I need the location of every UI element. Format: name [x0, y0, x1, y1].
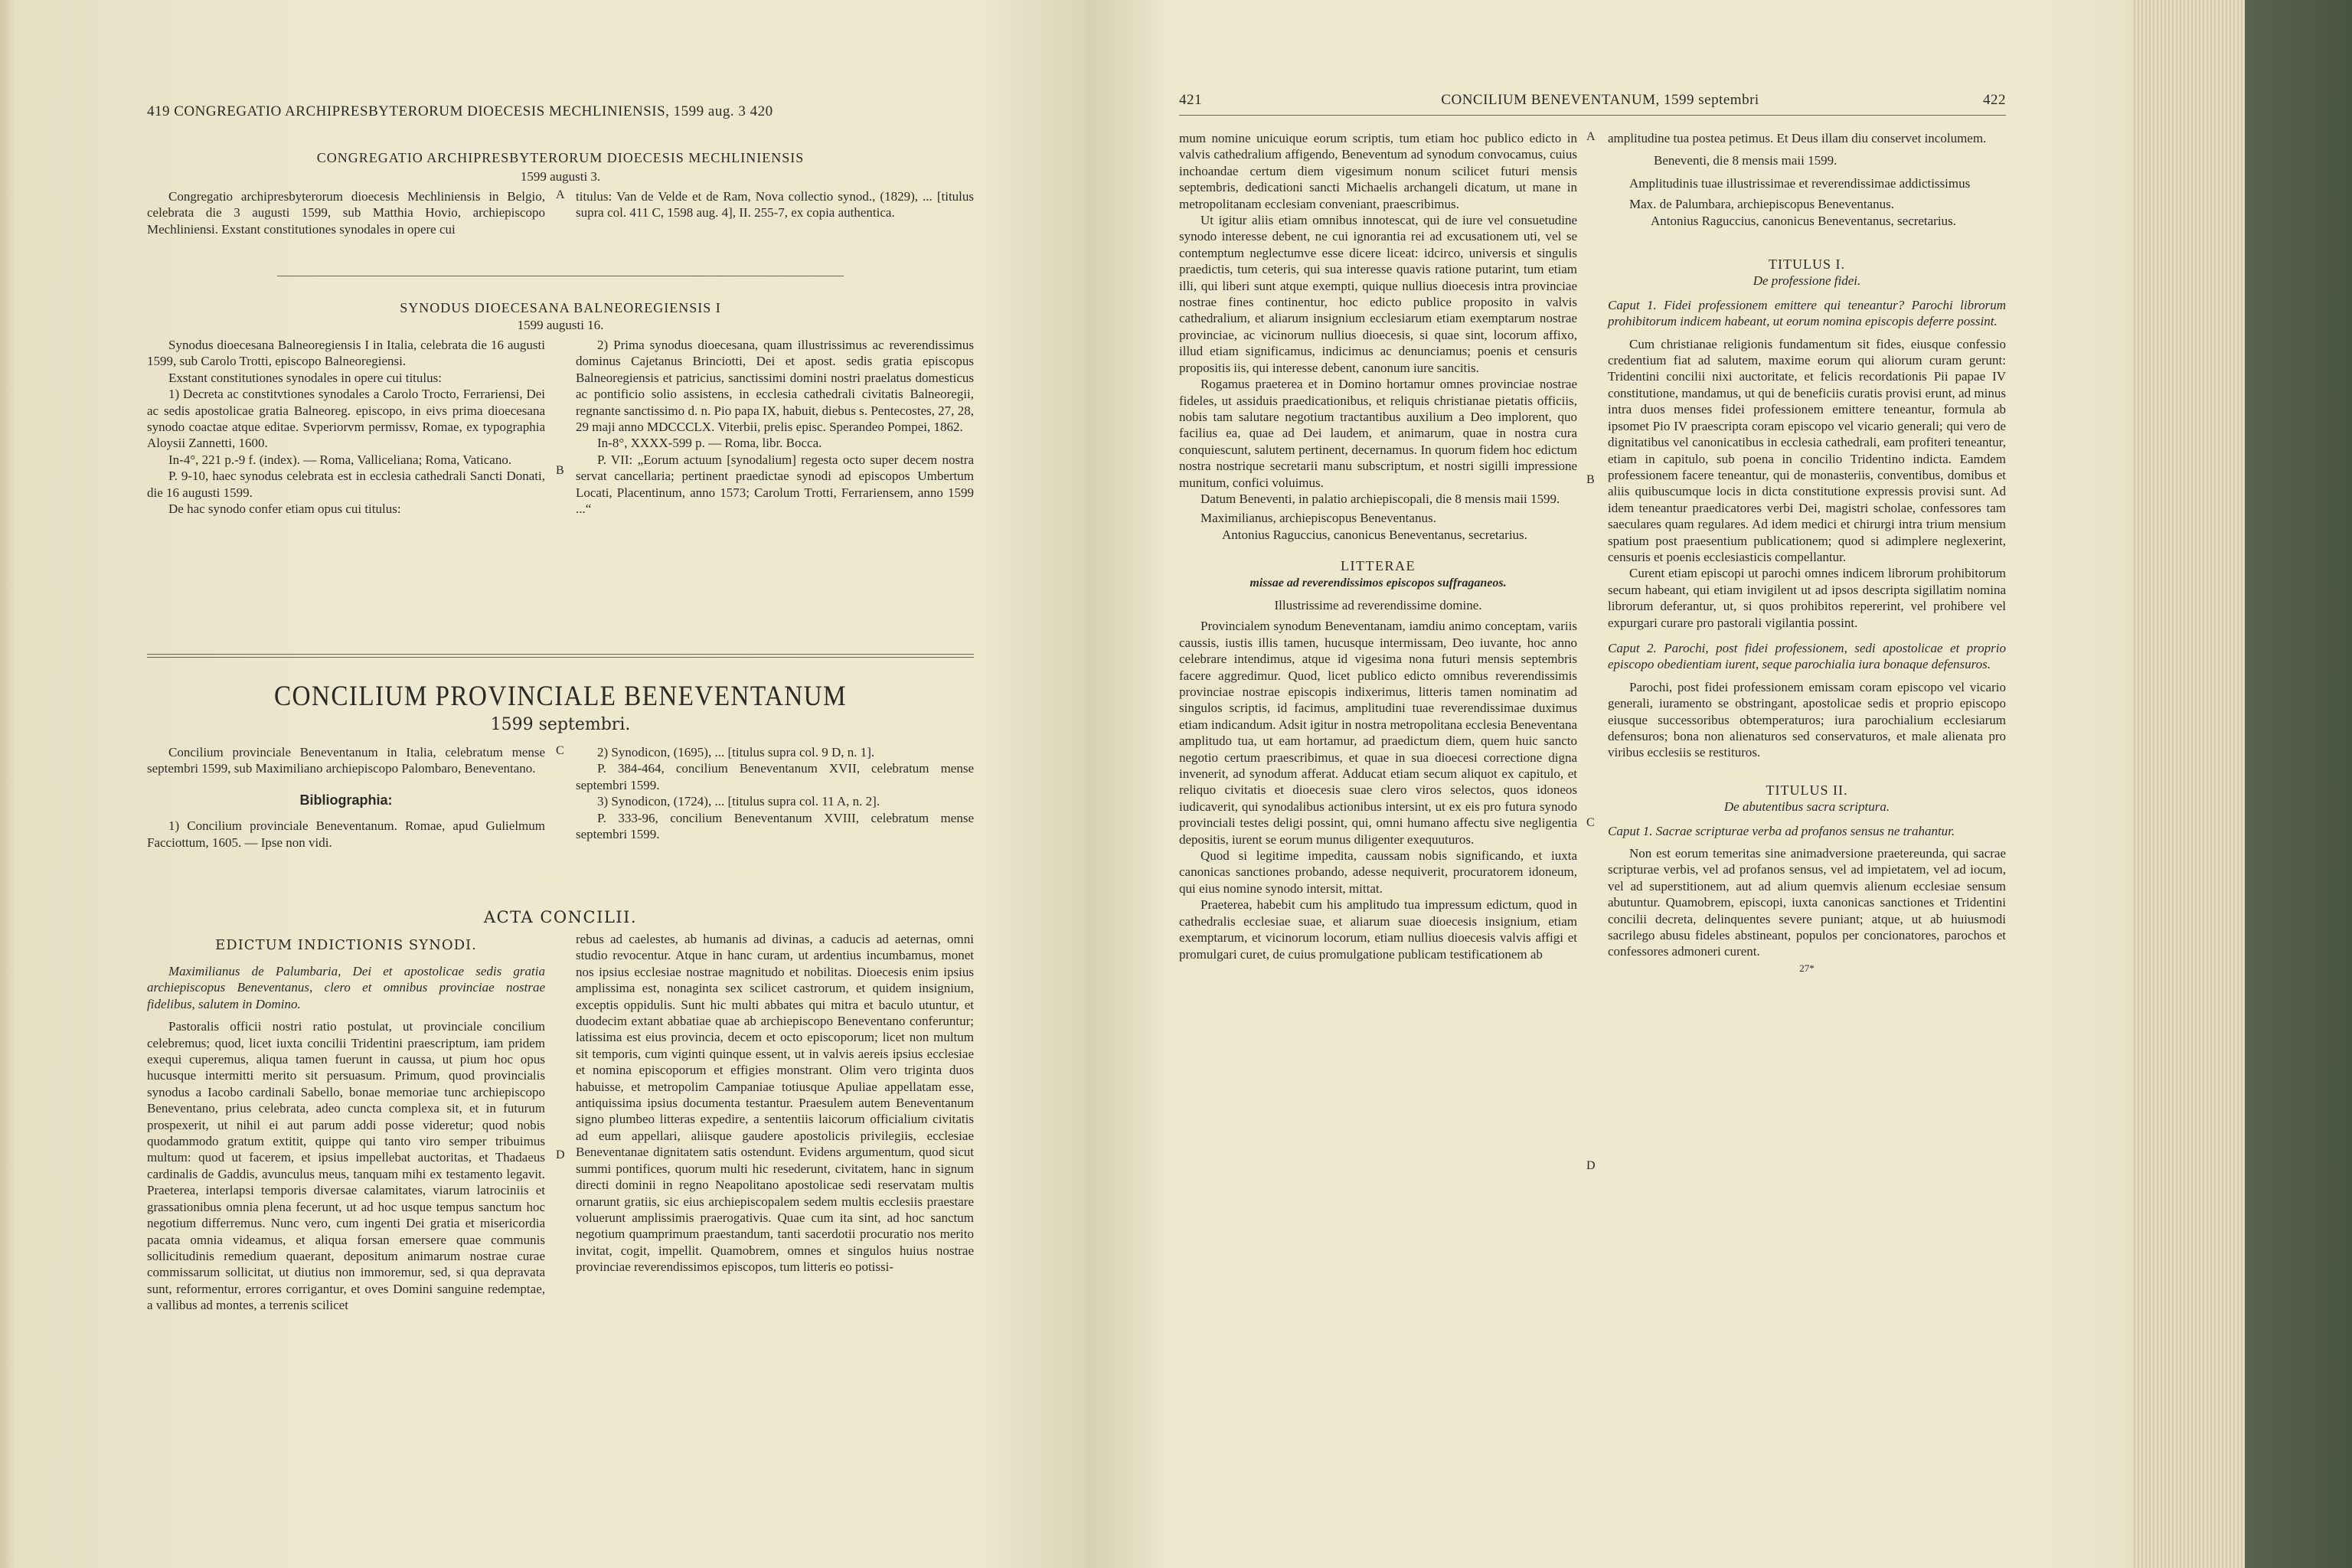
signature-secretary: Antonius Raguccius, canonicus Beneventanus, secretarius.	[1222, 527, 1527, 542]
synodus-title: SYNODUS DIOECESANA BALNEOREGIENSIS I	[400, 300, 721, 315]
header-rule	[1179, 115, 2006, 116]
titulus-2-heading: TITULUS II.	[1766, 782, 1848, 798]
margin-letter-b: B	[556, 464, 564, 477]
edictum-title: EDICTUM INDICTIONIS SYNODI.	[215, 937, 477, 953]
right-page	[1087, 0, 2132, 1568]
letter-date: Beneventi, die 8 mensis maii 1599.	[1654, 153, 1838, 168]
edictum-col2: rebus ad caelestes, ab humanis ad divinas, a caducis ad aeternas, omni studio revocentur. Atque in hanc curam, ut ardentius incumbamus, monet nos ipsius ecclesiae nostrae magnitudo et nobilitas. Dioecesis enim ipsius amplissima est, nonaginta sex scilicet castrorum, et quidem insignium, exceptis oppidulis. Sunt hic multi abbates qui mitra et baculo utuntur, et duodecim extant abbatiae quae ab archiepiscopo Beneventano conferuntur; latissima est eius provincia, decem et octo episcoporum; licet non multum sit temporis, cum viginti quinque essent, ut in valvis aereis ipsius ecclesiae et nomina episcoporum et effigies monstrant. Olim vero triginta duos habuisse, et metropolim Campaniae totiusque Apuliae appellatam esse, antiquissima ipsius documenta testantur. Praesulem autem Beneventanum signo plumbeo litteras expedire, a sententiis laicorum officialium civitatis ad eum appellari, aliisque gaudere apostolicis privilegiis, ecclesiae Beneventanae dignitatem satis ostendunt. Evidens argumentum, quod sicut summi pontifices, quorum multi hic resederunt, civitatem, hanc in signum directi dominii in regno Neapolitano apostolicae sedi reservatam multis ornarunt gratiis, sic eius archiepiscopalem sedem multis ecclesiis praestare voluerunt amplissimis praerogativis. Quae cum ita sint, ad hoc sanctum negotium quamprimum praestandum, tanti sacerdotii procuratio nos merito invitat, cogit, impellit. Quamobrem, omnes et singulos huius nostrae provinciae reverendissimos episcopos, tum litteris eo potissi-	[576, 932, 974, 1275]
synodus-col1: Synodus dioecesana Balneoregiensis I in Italia, celebrata die 16 augusti 1599, sub Carolo Trotti, episcopo Balneoregiensi. Exstant constitutiones synodales in opere cui titulus: 1) Decreta ac constitvtiones synodales a Carolo Trocto, Ferrariensi, Dei ac sedis apostolicae gratia Balneoreg. episcopo, in eivs prima dioecesana synodo coactae atque editae. Svperiorvm permissv, Romae, ex typographia Aloysii Zannetti, 1600. In-4°, 221 p.-9 f. (index). — Roma, Valliceliana; Roma, Vaticano. P. 9-10, haec synodus celebrata est in ecclesia cathedrali Sancti Donati, die 16 augusti 1599. De hac synodo confer etiam opus cui titulus:	[147, 338, 545, 517]
titulus-1-subtitle: De professione fidei.	[1753, 273, 1861, 289]
running-header: 419 CONGREGATIO ARCHIPRESBYTERORUM DIOECESIS MECHLINIENSIS, 1599 aug. 3 420	[147, 103, 773, 119]
concilium-title: CONCILIUM PROVINCIALE BENEVENTANUM	[273, 681, 848, 712]
signature-raguccius: Antonius Raguccius, canonicus Beneventanus, secretarius.	[1651, 213, 1956, 228]
congregatio-col1: Congregatio archipresbyterorum dioecesis Mechliniensis in Belgio, celebrata die 3 augusti 1599, sub Matthia Hovio, archiepiscopo Mechliniensi. Exstant constitutiones synodales in opere cui	[147, 189, 545, 237]
litterae-title: LITTERAE	[1341, 558, 1416, 574]
right-col1: mum nomine unicuique eorum scriptis, tum etiam hoc publico edicto in valvis cathedralium affigendo, Beneventum ad synodum convocamus, cuius inchoandae certum diem vigesimum nonum scilicet futuri mensis septembris, dedicationi sancti Michaelis archangeli dicatum, ut mane in metropolitanam ecclesiam conveniant, praescribimus. Ut igitur aliis etiam omnibus innotescat, qui de iure vel consuetudine synodo interesse debent, ne cui ignorantia rei ad excusationem uti, vel se contemptum neglectumve esse dicere liceat: idcirco, universis et singulis praedictis, tum ceteris, qui sua interesse quavis ratione putarint, tum etiam illi, qui liberi sunt atque exempti, quique nullius dioecesis intra provinciae nostrae fines continentur, hoc edicto publice proposito in valvis cathedralium, et aliarum insignium ecclesiarum etiam exemptarum nostrae provinciae, ac vicinorum nullius dioecesis, si quae sint, locorum affixo, illud etiam significamus, indicimus ac denunciamus; poenis et censuris propositis iis, qui interesse debent, canonum iure sancitis. Rogamus praeterea et in Domino hortamur omnes provinciae nostrae fideles, ut assiduis praedicationibus, et reliquis christianae pietatis officiis, nobis tam salutare negotium tractantibus auxilium a Deo implorent, quo facilius ea, quae ad Dei laudem, et animarum, quae in nostra cura conquiescunt, salutem pertinent, decernamus. In quorum fidem hoc edictum nostra nostrique secretarii manu subscriptum, et nostri sigilli impressione munitum, confici voluimus. Datum Beneventi, in palatio archiepiscopali, die 8 mensis maii 1599. Maximilianus, archiepiscopus Beneventanus. Antonius Raguccius, canonicus Beneventanus, secretarius. LITTERAE missae ad reverendissimos episcopos suffraganeos. Illustrissime ad reverendissime domine. Provincialem synodum Beneventanam, iamdiu animo conceptam, variis caussis, iustis illis tamen, hucusque intermissam, Deo iuvante, hoc anno celebrare intendimus, atque id vigesima nona futuri mensis septembris facere aggredimur. Quod, licet publico edicto omnibus reverendissimis provinciae nostrae episcopis indixerimus, litteris tamen nominatim ad singulos scriptis, id facimus, amplitudini tuae reverendissimae duximus etiam indicandum. Adsit igitur in nostra metropolitana ecclesia Beneventana amplitudo tua, ut eam hortamur, ad praedictum diem, quem huic sancto negotio certum praescribimus, et quae in sua dioecesi correctione digna invenerit, ad synodum afferat. Adducat etiam secum aliquot ex capitulo, et reliquo civitatis et dioecesis suae clero viros selectos, quos idoneos iudicaverit, qui synodalibus actionibus intersint, ut ex eis pro futura synodo provinciali testes deligi possint, qui, omni humano affectu sive negligentia depositis, iurent se eorum munus diligenter exequuturos. Quod si legitime impedita, caussam nobis significando, et iuxta canonicas sanctiones probando, adesse nequiverit, procuratorem idoneum, qui eius nomine synodo intersit, mittat. Praeterea, habebit cum his amplitudo tua impressum edictum, quod in cathedralis ecclesiae suae, et aliarum suae dioecesis insignium, etiam exemptarum, et vicinorum locorum, etiam nullius dioecesis valvis affigi et promulgari curet, de cuius promulgatione publicam testificationem ab	[1179, 131, 1577, 962]
acta-title: ACTA CONCILII.	[483, 908, 638, 926]
litterae-salutation: Illustrissime ad reverendissime domine.	[1274, 597, 1482, 612]
edictum-col1: Maximilianus de Palumbaria, Dei et apostolicae sedis gratia archiepiscopus Beneventanus, clero et omnibus provinciae nostrae fidelibus, salutem in Domino. Pastoralis officii nostri ratio postulat, ut provinciale concilium celebremus; quod, licet iuxta concilii Tridentini praescriptum, iam pridem exequi cuperemus, aliqua tamen fuerunt in caussa, ut pium hoc opus hucusque intermitti merito sit persuasum. Primum, quod provincialis synodus a Iacobo cardinali Sabello, bonae memoriae tunc archiepiscopo Beneventano, prius celebrata, adeo cuncta complexa sit, et in futurum prospexerit, ut nihil ei aut parum addi posse videretur; quod nobis quodammodo gratum extitit, quippe qui tanto viro semper tribuimus multum: quod ut facerem, et ipsius impellebat auctoritas, et Thadaeus cardinalis de Gaddis, avunculus meus, tanquam mihi ex testamento legavit. Praeterea, interlapsi temporis diversae calamitates, viarum latrociniis et grassationibus omnia plena fecerunt, ut ad hoc usque tempus sanctum hoc negotium differremus. Nunc vero, cum ingenti Dei gratia et misericordia pacata omnia videamus, et aliqua forsan emersere quae communis sollicitudinis remedium quaerant, depositum animarum nostrae curae commissarum sollicitat, ut diutius non immoremur, sed, si qua depravata sunt, reformentur, errores corrigantur, et oves Domini sanguine redemptae, a vallibus ad montes, a terrenis scilicet	[147, 964, 545, 1313]
concilium-col2: 2) Synodicon, (1695), ... [titulus supra col. 9 D, n. 1]. P. 384-464, concilium Beneventanum XVII, celebratum mense septembri 1599. 3) Synodicon, (1724), ... [titulus supra col. 11 A, n. 2]. P. 333-96, concilium Beneventanum XVIII, celebratum mense septembri 1599.	[576, 745, 974, 842]
page-number-left: 421	[1179, 92, 1202, 108]
synodus-col2: 2) Prima synodus dioecesana, quam illustrissimus ac reverendissimus dominus Cajetanus Brinciotti, Dei et apost. sedis gratia episcopus Balneoregiensis et patricius, sanctissimi domini nostri praelatus domesticus ac pontificio solio assistens, in ecclesia cathedrali civitatis Balneoregii, regnante sanctissimo d. n. Pio papa IX, habuit, diebus s. Pentecostes, 27, 28, 29 maji anno MDCCCLX. Viterbii, prelis episc. Sperandeo Pompei, 1862. In-8°, XXXX-599 p. — Roma, libr. Bocca. P. VII: „Eorum actuum [synodalium] regesta octo super decem nostra servat cancellaria; pertinent praedictae synodi ad episcopos Umbertum Locati, Placentinum, anno 1573; Carolum Trotti, Ferrariensem, anno 1599 ...“	[576, 338, 974, 517]
bibliographia-heading: Bibliographia:	[299, 792, 393, 808]
congregatio-title: CONGREGATIO ARCHIPRESBYTERORUM DIOECESIS MECHLINIENSIS	[316, 150, 805, 165]
left-page	[17, 0, 1087, 1568]
margin-letter-c: C	[556, 744, 564, 757]
margin-letter-d: D	[556, 1148, 565, 1161]
margin-letter-a: A	[556, 188, 565, 201]
book-edge-left	[0, 0, 17, 1568]
congregatio-col2: titulus: Van de Velde et de Ram, Nova collectio synod., (1829), ... [titulus supra col. 411 C, 1598 aug. 4], II. 255-7, ex copia authentica.	[576, 189, 974, 220]
page-number-right: 422	[1983, 92, 2006, 108]
page-stack-edge	[2132, 0, 2245, 1568]
signature-archbishop: Maximilianus, archiepiscopus Beneventanus.	[1200, 511, 1436, 526]
margin-letter-d: D	[1586, 1159, 1596, 1172]
right-col2: amplitudine tua postea petimus. Et Deus illam diu conservet incolumem. Beneventi, die 8 mensis maii 1599. Amplitudinis tuae illustrissimae et reverendissimae addictissimus Max. de Palumbara, archiepiscopus Beneventanus. Antonius Raguccius, canonicus Beneventanus, secretarius. TITULUS I. De professione fidei. Caput 1. Fidei professionem emittere qui teneantur? Parochi librorum prohibitorum indicem habeant, ut eorum nomina episcopis deferre possint. Cum christianae religionis fundamentum sit fides, eiusque confessio credentium fiat ad salutem, maxime eorum qui aliorum curam gerunt: Tridentini concilii nixi auctoritate, et felicis recordationis Pii papae IV constitutione, mandamus, ut qui de beneficiis curatis provisi erunt, ad minus intra duos menses fidei professionem emittere teneantur, formula ab ipsomet Pio IV praescripta coram episcopo vel vicario generali; qui vero de dignitatibus vel canonicatibus in ecclesia cathedrali, eam profiteri teneantur, etiam in capitulo, sub poena in concilio Tridentino indicta. Eamdem professionem facere teneantur, qui de monasteriis, conventibus, domibus et aliis quibuscumque locis in dicta constitutione expressis provisi sunt. Ad idem teneantur praedicatores verbi Dei, magistri scholae, confessores tam saeculares quam regulares. Ad idem medici et chirurgi intra trium mensium spatium post praesentium publicationem; quod si adimplere neglexerint, censuris et poenis ecclesiasticis compellantur. Curent etiam episcopi ut parochi omnes indicem librorum prohibitorum secum habeant, qui etiam invigilent ut ad ipsos descripta sigillatim nomina librorum deferantur, ut, si quos prohibitos repererint, vel prohibere vel expurgari curare pro pastorali vigilantia possint. Caput 2. Parochi, post fidei professionem, sedi apostolicae et proprio episcopo obedientiam iurent, seque parochialia iura bonaque defensuros. Parochi, post fidei professionem emissam coram episcopo vel vicario generali, iuramento se obstringant, apostolicae sedis et proprio episcopo eiusque successoribus obtemperaturos; iura parochialium ecclesiarum defensuros; bona non alienaturos sed conservaturos, et male alienata pro viribus ecclesiis se restituros. TITULUS II. De abutentibus sacra scriptura. Caput 1. Sacrae scripturae verba ad profanos sensus ne trahantur. Non est eorum temeritas sine animadversione praetereunda, qui sacrae scripturae verbis, vel ad profanos sensus, vel ad impietatem, vel ad iocum, vel ad superstitionem, aut ad alium quemvis alienum ecclesiae sensum abutuntur. Quamobrem, episcopi, iuxta canonicas sanctiones et Tridentini concilii decreta, delinquentes severe puniant; atque, ut ab huiusmodi sacrilego abusu fideles abstineant, populos per concionatores, parochos et confessores admoneri curent. 27*	[1608, 130, 2006, 976]
running-header-center: CONCILIUM BENEVENTANUM, 1599 septembri	[1441, 92, 1759, 108]
synodus-date: 1599 augusti 16.	[517, 318, 604, 332]
signature-mark: 27*	[1799, 962, 1815, 974]
litterae-subtitle: missae ad reverendissimos episcopos suffraganeos.	[1250, 576, 1507, 590]
book-cover	[2245, 0, 2352, 1568]
titulus-2-subtitle: De abutentibus sacra scriptura.	[1723, 799, 1890, 815]
major-divider	[147, 654, 974, 658]
margin-letter-c: C	[1586, 816, 1595, 829]
concilium-date: 1599 septembri.	[490, 715, 631, 734]
concilium-col1: Concilium provinciale Beneventanum in Italia, celebratum mense septembri 1599, sub Maximiliano archiepiscopo Palombaro, Beneventano. Bibliographia: 1) Concilium provinciale Beneventanum. Romae, apud Gulielmum Facciottum, 1605. — Ipse non vidi.	[147, 745, 545, 850]
margin-letter-a: A	[1586, 130, 1596, 143]
titulus-1-heading: TITULUS I.	[1769, 256, 1845, 273]
margin-letter-b: B	[1586, 473, 1595, 486]
signature-palumbara: Max. de Palumbara, archiepiscopus Beneventanus.	[1629, 197, 1895, 212]
congregatio-date: 1599 augusti 3.	[520, 169, 601, 184]
